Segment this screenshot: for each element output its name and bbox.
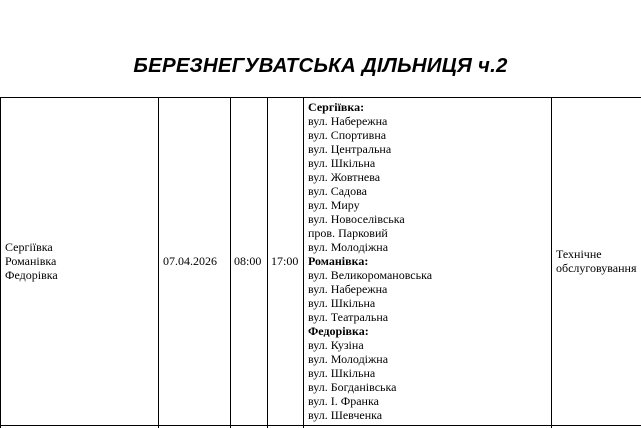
- column-divider: [158, 97, 159, 428]
- street-item: вул. Театральна: [308, 310, 389, 324]
- village-heading: Романівка:: [308, 254, 369, 268]
- street-item: вул. Великоромановська: [308, 268, 433, 282]
- column-divider: [0, 97, 1, 428]
- street-item: вул. Кузіна: [308, 338, 364, 352]
- street-item: вул. Шевченка: [308, 408, 383, 422]
- street-item: вул. І. Франка: [308, 394, 379, 408]
- street-item: пров. Парковий: [308, 226, 388, 240]
- street-item: вул. Миру: [308, 198, 360, 212]
- settlements-cell: [5, 240, 58, 282]
- street-item: вул. Набережна: [308, 282, 388, 296]
- street-item: вул. Молодіжна: [308, 352, 389, 366]
- street-item: вул. Спортивна: [308, 128, 387, 142]
- date-cell: 07.04.2026: [163, 254, 217, 268]
- reason-line: Технічне: [556, 247, 602, 261]
- street-item: вул. Молодіжна: [308, 240, 389, 254]
- time-from-cell: 08:00: [234, 254, 262, 268]
- reason-line: обслуговування: [556, 261, 637, 275]
- street-item: вул. Новоселівська: [308, 212, 405, 226]
- column-divider: [230, 97, 231, 428]
- streets-cell: [308, 100, 432, 422]
- street-item: вул. Жовтнева: [308, 170, 381, 184]
- village-heading: Сергіївка:: [308, 100, 365, 114]
- street-item: вул. Набережна: [308, 114, 388, 128]
- column-divider: [303, 97, 304, 428]
- reason-cell: [556, 247, 637, 275]
- street-item: вул. Садова: [308, 184, 367, 198]
- street-item: вул. Шкільна: [308, 366, 376, 380]
- village-heading: Федорівка:: [308, 324, 369, 338]
- street-item: вул. Центральна: [308, 142, 392, 156]
- column-divider: [267, 97, 268, 428]
- table-bottom-border: [0, 425, 641, 426]
- street-item: вул. Шкільна: [308, 156, 376, 170]
- street-item: вул. Богданівська: [308, 380, 397, 394]
- settlement-name: Сергіївка: [5, 240, 53, 254]
- settlement-name: Федорівка: [5, 268, 58, 282]
- column-divider: [551, 97, 552, 428]
- table-top-border: [0, 97, 641, 98]
- time-to-cell: 17:00: [271, 254, 299, 268]
- settlement-name: Романівка: [5, 254, 57, 268]
- street-item: вул. Шкільна: [308, 296, 376, 310]
- page-title: БЕРЕЗНЕГУВАТСЬКА ДІЛЬНИЦЯ ч.2: [133, 54, 508, 77]
